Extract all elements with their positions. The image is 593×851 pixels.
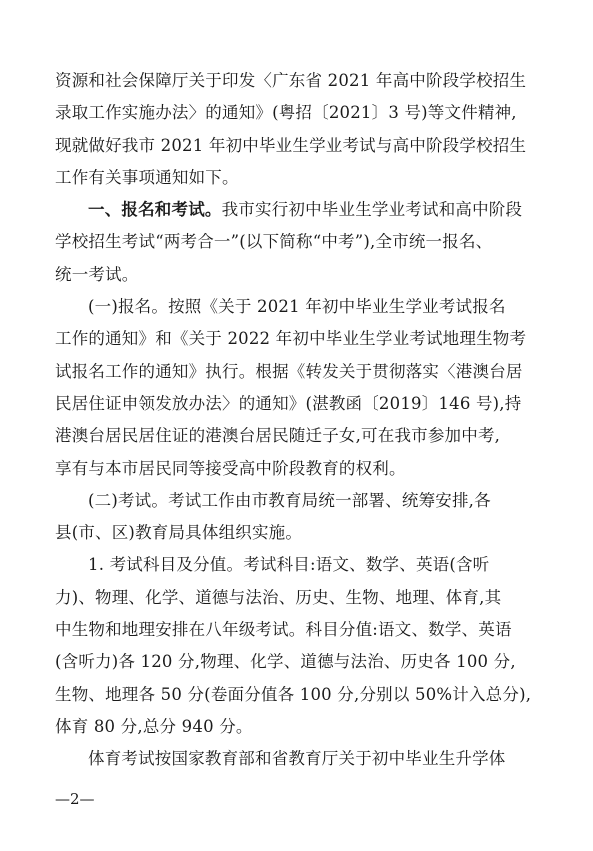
text-line bbox=[55, 485, 545, 517]
line-text: 工作的通知》和《关于 2022 年初中毕业生学业考试地理生物考 bbox=[55, 329, 527, 349]
line-text: (一)报名。按照《关于 2021 年初中毕业生学业考试报名 bbox=[88, 297, 506, 317]
line-text: 现就做好我市 2021 年初中毕业生学业考试与高中阶段学校招生 bbox=[55, 135, 527, 155]
page-number: —2— bbox=[55, 790, 95, 808]
text-line bbox=[55, 162, 545, 194]
text-line bbox=[55, 743, 545, 775]
line-text: 录取工作实施办法〉的通知》(粤招〔2021〕3 号)等文件精神, bbox=[55, 103, 517, 123]
text-line bbox=[55, 517, 545, 549]
text-line bbox=[55, 549, 545, 581]
line-text: 统一考试。 bbox=[55, 264, 139, 284]
text-line bbox=[55, 679, 545, 711]
line-text: 资源和社会保障厅关于印发〈广东省 2021 年高中阶段学校招生 bbox=[55, 71, 527, 90]
text-line bbox=[55, 259, 545, 291]
section-heading: 一、报名和考试。 bbox=[88, 200, 222, 220]
line-text: (二)考试。考试工作由市教育局统一部署、统筹安排,各 bbox=[88, 490, 491, 510]
text-line bbox=[55, 226, 545, 258]
line-text: 工作有关事项通知如下。 bbox=[55, 167, 239, 187]
line-text: 享有与本市居民同等接受高中阶段教育的权利。 bbox=[55, 458, 406, 478]
text-line bbox=[55, 614, 545, 646]
text-line bbox=[55, 388, 545, 420]
paragraph bbox=[55, 743, 545, 775]
text-line bbox=[55, 420, 545, 452]
text-line bbox=[55, 65, 545, 97]
paragraph bbox=[55, 291, 545, 485]
line-text: 我市实行初中毕业生学业考试和高中阶段 bbox=[221, 200, 523, 220]
text-line bbox=[55, 97, 545, 129]
line-text: 体育考试按国家教育部和省教育厅关于初中毕业生升学体 bbox=[88, 749, 506, 769]
text-line bbox=[55, 582, 545, 614]
text-line bbox=[55, 646, 545, 678]
line-text: 体育 80 分,总分 940 分。 bbox=[55, 716, 253, 736]
line-text: 港澳台居民居住证的港澳台居民随迁子女,可在我市参加中考, bbox=[55, 426, 501, 446]
text-line bbox=[55, 194, 545, 226]
document-body bbox=[55, 65, 545, 776]
line-text: 1. 考试科目及分值。考试科目:语文、数学、英语(含听 bbox=[88, 555, 490, 575]
line-text: (含听力)各 120 分,物理、化学、道德与法治、历史各 100 分, bbox=[55, 652, 516, 672]
line-text: 力)、物理、化学、道德与法治、历史、生物、地理、体育,其 bbox=[55, 587, 502, 607]
paragraph bbox=[55, 485, 545, 550]
line-text: 生物、地理各 50 分(卷面分值各 100 分,分别以 50%计入总分), bbox=[55, 684, 532, 704]
paragraph bbox=[55, 65, 545, 194]
text-line bbox=[55, 130, 545, 162]
text-line bbox=[55, 323, 545, 355]
text-line bbox=[55, 356, 545, 388]
text-line bbox=[55, 291, 545, 323]
line-text: 县(市、区)教育局具体组织实施。 bbox=[55, 523, 303, 543]
paragraph bbox=[55, 194, 545, 291]
line-text: 民居住证申领发放办法〉的通知》(湛教函〔2019〕146 号),持 bbox=[55, 393, 522, 413]
line-text: 试报名工作的通知》执行。根据《转发关于贯彻落实〈港澳台居 bbox=[55, 361, 523, 381]
line-text: 学校招生考试“两考合一”(以下简称“中考”),全市统一报名、 bbox=[55, 232, 493, 252]
line-text: 中生物和地理安排在八年级考试。科目分值:语文、数学、英语 bbox=[55, 620, 512, 640]
text-line bbox=[55, 453, 545, 485]
paragraph bbox=[55, 549, 545, 743]
text-line bbox=[55, 711, 545, 743]
